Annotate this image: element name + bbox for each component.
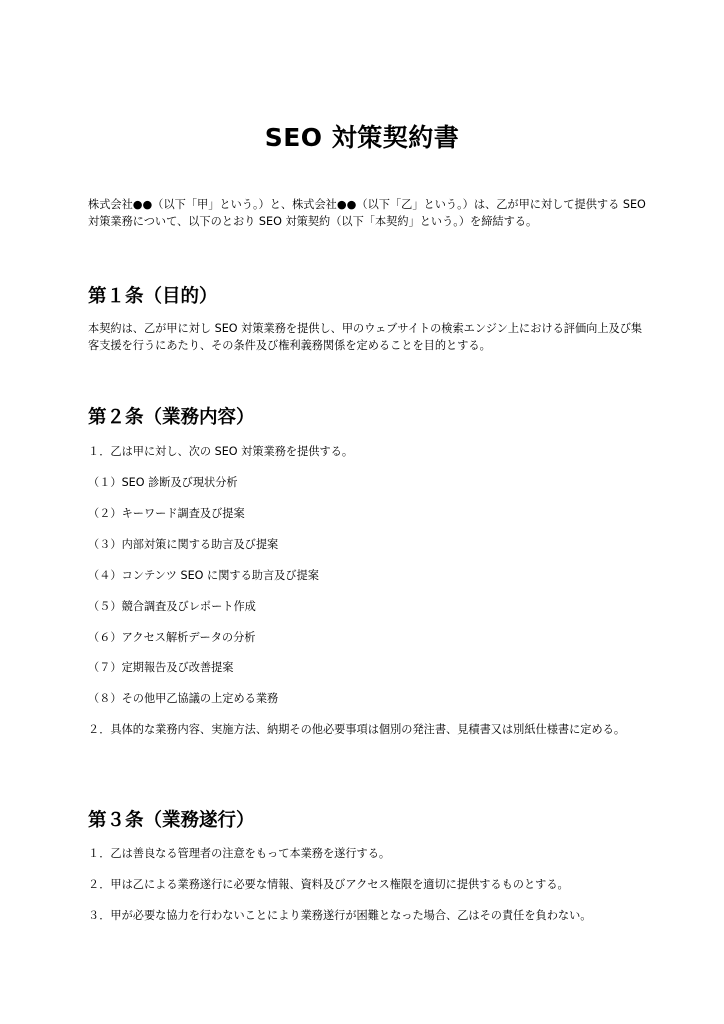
article-2-item-7: （７）定期報告及び改善提案 [88, 661, 234, 674]
intro-paragraph: 株式会社●●（以下「甲」という。）と、株式会社●●（以下「乙」という。）は、乙が甲に対して提供する SEO 対策業務について、以下のとおり SEO 対策契約（以下「本契約」という。）を締結する。 [88, 198, 646, 228]
document-title: SEO 対策契約書 [264, 123, 460, 152]
article-3-clause-1: １．乙は善良なる管理者の注意をもって本業務を遂行する。 [88, 847, 391, 860]
article-2-item-3: （３）内部対策に関する助言及び提案 [88, 538, 279, 551]
article-2-heading: 第２条（業務内容） [88, 407, 255, 428]
article-1-heading: 第１条（目的） [88, 286, 218, 307]
article-2-item-4: （４）コンテンツ SEO に関する助言及び提案 [88, 569, 319, 582]
article-3-clause-3: ３．甲が必要な協力を行わないことにより業務遂行が困難となった場合、乙はその責任を負わない。 [88, 909, 592, 922]
article-3-clause-2: ２．甲は乙による業務遂行に必要な情報、資料及びアクセス権限を適切に提供するものとする。 [88, 878, 569, 891]
article-2-item-6: （６）アクセス解析データの分析 [88, 631, 256, 644]
article-2-clause-2: ２．具体的な業務内容、実施方法、納期その他必要事項は個別の発注書、見積書又は別紙仕様書に定める。 [88, 723, 626, 736]
article-2-item-8: （８）その他甲乙協議の上定める業務 [88, 692, 279, 705]
article-2-item-2: （２）キーワード調査及び提案 [88, 507, 245, 520]
article-3-heading: 第３条（業務遂行） [88, 810, 255, 831]
article-1-body: 本契約は、乙が甲に対し SEO 対策業務を提供し、甲のウェブサイトの検索エンジン上における評価向上及び集客支援を行うにあたり、その条件及び権利義務関係を定めることを目的とする。 [88, 322, 643, 352]
article-2-clause-1: １．乙は甲に対し、次の SEO 対策業務を提供する。 [88, 445, 354, 458]
article-2-item-5: （５）競合調査及びレポート作成 [88, 600, 256, 613]
article-2-item-1: （１）SEO 診断及び現状分析 [88, 476, 238, 489]
